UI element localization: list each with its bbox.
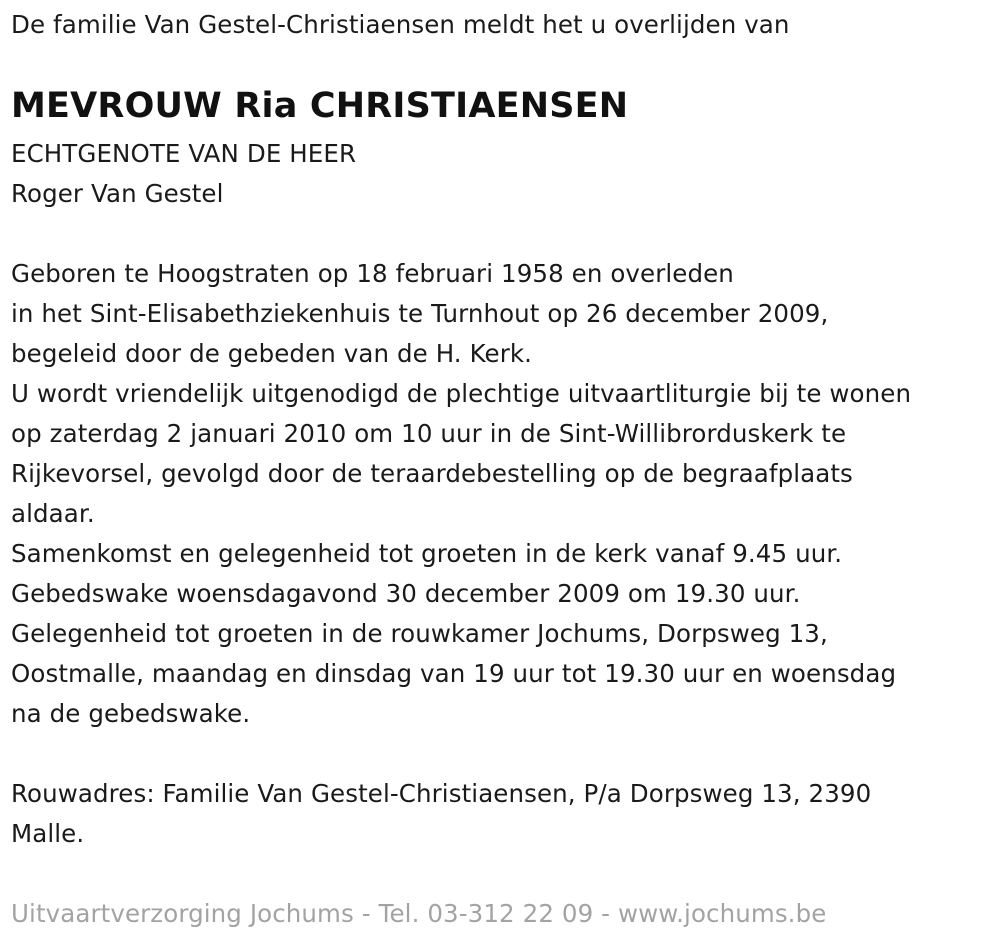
body-line: Samenkomst en gelegenheid tot groeten in de kerk vanaf 9.45 uur. xyxy=(11,539,843,568)
spouse-name: Roger Van Gestel xyxy=(11,179,224,208)
body-line: begeleid door de gebeden van de H. Kerk. xyxy=(11,339,533,368)
address-line: Malle. xyxy=(11,819,85,848)
body-line: Geboren te Hoogstraten op 18 februari 1958 en overleden xyxy=(11,259,734,288)
body-line: Gebedswake woensdagavond 30 december 2009 om 19.30 uur. xyxy=(11,579,801,608)
deceased-name: MEVROUW Ria CHRISTIAENSEN xyxy=(11,86,629,126)
spouse-title: ECHTGENOTE VAN DE HEER xyxy=(11,139,357,168)
spouse-block xyxy=(11,134,356,214)
body-line: aldaar. xyxy=(11,499,95,528)
body-line: U wordt vriendelijk uitgenodigd de plechtige uitvaartliturgie bij te wonen xyxy=(11,379,912,408)
address-line: Rouwadres: Familie Van Gestel-Christiaensen, P/a Dorpsweg 13, 2390 xyxy=(11,779,872,808)
funeral-home-footer: Uitvaartverzorging Jochums - Tel. 03-312 22 09 - www.jochums.be xyxy=(11,899,827,928)
body-line: Gelegenheid tot groeten in de rouwkamer Jochums, Dorpsweg 13, xyxy=(11,619,828,648)
body-line: Oostmalle, maandag en dinsdag van 19 uur tot 19.30 uur en woensdag xyxy=(11,659,897,688)
body-line: in het Sint-Elisabethziekenhuis te Turnhout op 26 december 2009, xyxy=(11,299,829,328)
body-line: Rijkevorsel, gevolgd door de teraardebestelling op de begraafplaats xyxy=(11,459,853,488)
mourning-address xyxy=(11,774,871,854)
intro-text: De familie Van Gestel-Christiaensen meldt het u overlijden van xyxy=(11,10,790,39)
body-line: na de gebedswake. xyxy=(11,699,251,728)
notice-body xyxy=(11,254,911,734)
body-line: op zaterdag 2 januari 2010 om 10 uur in de Sint-Willibrorduskerk te xyxy=(11,419,847,448)
